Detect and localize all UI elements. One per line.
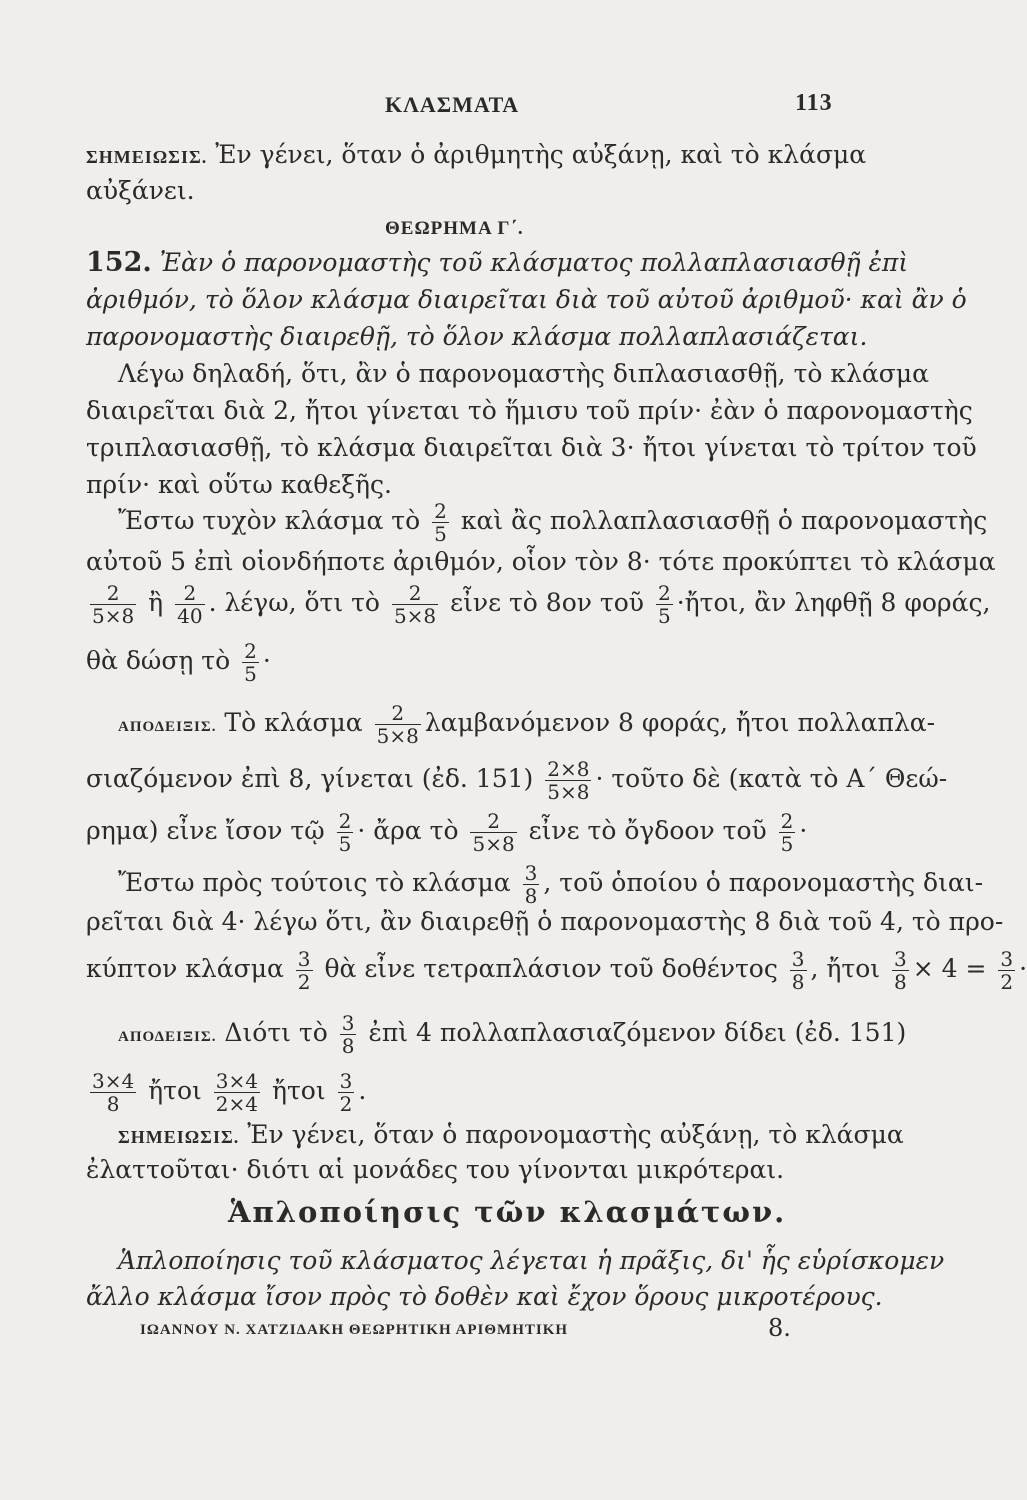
para-3-line-3 [86,948,1027,993]
proof-1-line-2 [86,758,947,803]
text: · τοῦτο δὲ (κατὰ τὸ Α΄ Θεώ- [595,764,948,793]
text: εἶνε τὸ ὄγδοον τοῦ [528,816,767,845]
proof-label: ΑΠΟΔΕΙΞΙΣ. [118,719,217,735]
theorem-text: Ἐὰν ὁ παρονομαστὴς τοῦ κλάσματος πολλαπλασιασθῇ ἐπὶ [159,248,909,277]
numerator: 2 [244,639,257,663]
fraction [998,948,1015,993]
theorem-line-1 [86,246,908,280]
note-1-line-2: αὐξάνει. [86,176,195,205]
fraction [337,810,354,855]
para-2-line-1 [118,500,987,545]
fraction [656,582,673,627]
text: θὰ δώσῃ τὸ [86,646,231,675]
fraction [790,948,807,993]
text: , ἤτοι [810,954,881,983]
section-line-1: Ἁπλοποίησις τοῦ κλάσματος λέγεται ἡ πρᾶξις, δι' ἧς εὑρίσκομεν [118,1246,945,1275]
theorem-line-3: παρονομαστὴς διαιρεθῇ, τὸ ὅλον κλάσμα πολλαπλασιάζεται. [86,322,868,351]
section-line-2: ἄλλο κλάσμα ἴσον πρὸς τὸ δοθὲν καὶ ἔχον ὅρους μικροτέρους. [86,1282,883,1311]
denominator: 40 [177,604,203,628]
numerator: 2 [470,810,516,833]
article-number: 152. [86,247,152,278]
section-title: Ἁπλοποίησις τῶν κλασμάτων. [228,1195,787,1229]
numerator: 3 [524,861,538,885]
para-1-line-2: διαιρεῖται διὰ 2, ἤτοι γίνεται τὸ ἥμισυ τοῦ πρίν· ἐὰν ὁ παρονομαστὴς [86,396,973,425]
numerator: 3×4 [92,1069,135,1093]
text: , τοῦ ὁποίου ὁ παρονομαστὴς διαι- [543,868,984,897]
proof-1-line-3 [86,810,807,855]
numerator: 2 [338,809,352,833]
text: Τὸ κλάσμα [224,708,363,737]
note-label: ΣΗΜΕΙΩΣΙΣ. [86,147,208,167]
fraction [892,948,909,993]
fraction [242,640,259,685]
text: · [1019,954,1027,983]
fraction [90,582,136,627]
para-3-line-2: ρεῖται διὰ 4· λέγω ὅτι, ἂν διαιρεθῇ ὁ παρονομαστὴς 8 διὰ τοῦ 4, τὸ προ- [86,907,1004,936]
text: σιαζόμενον ἐπὶ 8, γίνεται (ἐδ. 151) [86,764,534,793]
running-title: ΚΛΑΣΜΑΤΑ [385,92,520,117]
numerator: 3×4 [215,1069,259,1093]
numerator: 2 [434,499,447,523]
signature-mark: 8. [768,1314,791,1342]
numerator: 3 [339,1069,353,1093]
text: κύπτον κλάσμα [86,954,284,983]
denominator: 5 [780,832,794,856]
fraction [779,810,796,855]
fraction [545,758,591,803]
proof-1-line-1 [118,702,935,747]
denominator: 5×8 [472,832,515,856]
denominator: 8 [106,1092,120,1116]
denominator: 5 [434,522,447,546]
fraction [523,862,540,907]
denominator: 5×8 [92,604,135,628]
denominator: 5×8 [376,724,419,748]
fraction [392,582,438,627]
denominator: 2 [297,970,311,994]
denominator: 5 [338,832,352,856]
note-text: Ἐν γένει, ὅταν ὁ ἀριθμητὴς αὐξάνῃ, καὶ τὸ κλάσμα [215,140,867,169]
note-text: Ἐν γένει, ὅταν ὁ παρονομαστὴς αὐξάνῃ, τὸ κλάσμα [247,1120,904,1149]
numerator: 2 [375,702,421,725]
numerator: 2 [90,582,136,605]
text: εἶνε τὸ 8ον τοῦ [450,588,644,617]
numerator: 3 [1000,947,1014,971]
denominator: 8 [791,970,805,994]
theorem-line-2: ἀριθμόν, τὸ ὅλον κλάσμα διαιρεῖται διὰ τοῦ αὐτοῦ ἀριθμοῦ· καὶ ἂν ὁ [86,285,967,314]
text: λαμβανόμενον 8 φοράς, ἤτοι πολλαπλα- [424,708,936,737]
text: ἤτοι [148,1076,202,1105]
para-1-line-1: Λέγω δηλαδή, ὅτι, ἂν ὁ παρονομαστὴς διπλασιασθῇ, τὸ κλάσμα [118,359,929,388]
text: ἐπὶ 4 πολλαπλασιαζόμενον δίδει (ἐδ. 151) [368,1018,907,1047]
text: ·ἤτοι, ἂν ληφθῇ 8 φοράς, [676,588,991,617]
text: . λέγω, ὅτι τὸ [208,588,380,617]
numerator: 3 [297,947,311,971]
fraction [296,948,313,993]
fraction [175,582,204,627]
denominator: 5 [244,662,257,686]
proof-2-line-2 [86,1070,366,1115]
numerator: 3 [341,1011,355,1035]
fraction [340,1012,357,1057]
para-1-line-4: πρίν· καὶ οὕτω καθεξῆς. [86,470,392,499]
text: Διότι τὸ [224,1018,328,1047]
para-2-line-3 [86,582,990,627]
text: × 4 = [912,954,987,983]
text: · ἄρα τὸ [357,816,459,845]
proof-2-line-1 [118,1012,906,1057]
numerator: 3 [894,947,907,971]
fraction [338,1070,355,1115]
denominator: 2×4 [215,1092,259,1116]
text: ἢ [148,588,164,617]
fraction [214,1070,260,1115]
theorem-heading: ΘΕΩΡΗΜΑ Γ΄. [385,218,524,239]
text: καὶ ἂς πολλαπλασιασθῇ ὁ παρονομαστὴς [460,506,988,535]
numerator: 2 [175,582,204,605]
fraction [470,810,516,855]
denominator: 8 [524,884,538,908]
numerator: 2 [392,582,438,605]
para-2-line-2: αὐτοῦ 5 ἐπὶ οἱονδήποτε ἀριθμόν, οἷον τὸν 8· τότε προκύπτει τὸ κλάσμα [86,547,996,576]
text: ρημα) εἶνε ἴσον τῷ [86,816,325,845]
para-3-line-1 [118,862,983,907]
denominator: 2 [1000,970,1014,994]
text: Ἔστω τυχὸν κλάσμα τὸ [118,506,421,535]
numerator: 3 [791,947,805,971]
fraction [375,702,421,747]
para-1-line-3: τριπλασιασθῇ, τὸ κλάσμα διαιρεῖται διὰ 3· ἤτοι γίνεται τὸ τρίτον τοῦ [86,433,977,462]
denominator: 8 [341,1034,355,1058]
note-1-line-1 [86,138,866,174]
para-2-line-4 [86,640,271,685]
text: · [799,816,808,845]
note-label: ΣΗΜΕΙΩΣΙΣ. [118,1127,240,1147]
note-2-line-2: ἐλαττοῦται· διότι αἱ μονάδες του γίνονται μικρότεραι. [86,1155,785,1184]
denominator: 5 [657,604,671,628]
numerator: 2 [780,809,794,833]
fraction [90,1070,136,1115]
proof-label: ΑΠΟΔΕΙΞΙΣ. [118,1029,217,1045]
numerator: 2 [657,581,671,605]
text: θὰ εἶνε τετραπλάσιον τοῦ δοθέντος [324,954,778,983]
note-2-line-1 [118,1118,904,1154]
page-number: 113 [795,90,833,116]
fraction [432,500,449,545]
text: Ἔστω πρὸς τούτοις τὸ κλάσμα [118,868,511,897]
text: · [262,646,271,675]
denominator: 5×8 [393,604,437,628]
denominator: 2 [339,1092,353,1116]
denominator: 8 [894,970,907,994]
text: ἤτοι [271,1076,326,1105]
text: . [358,1076,367,1105]
numerator: 2×8 [547,757,590,781]
denominator: 5×8 [547,780,590,804]
footer-signature-line: ΙΩΑΝΝΟΥ Ν. ΧΑΤΖΙΔΑΚΗ ΘΕΩΡΗΤΙΚΗ ΑΡΙΘΜΗΤΙΚΗ [140,1322,569,1338]
